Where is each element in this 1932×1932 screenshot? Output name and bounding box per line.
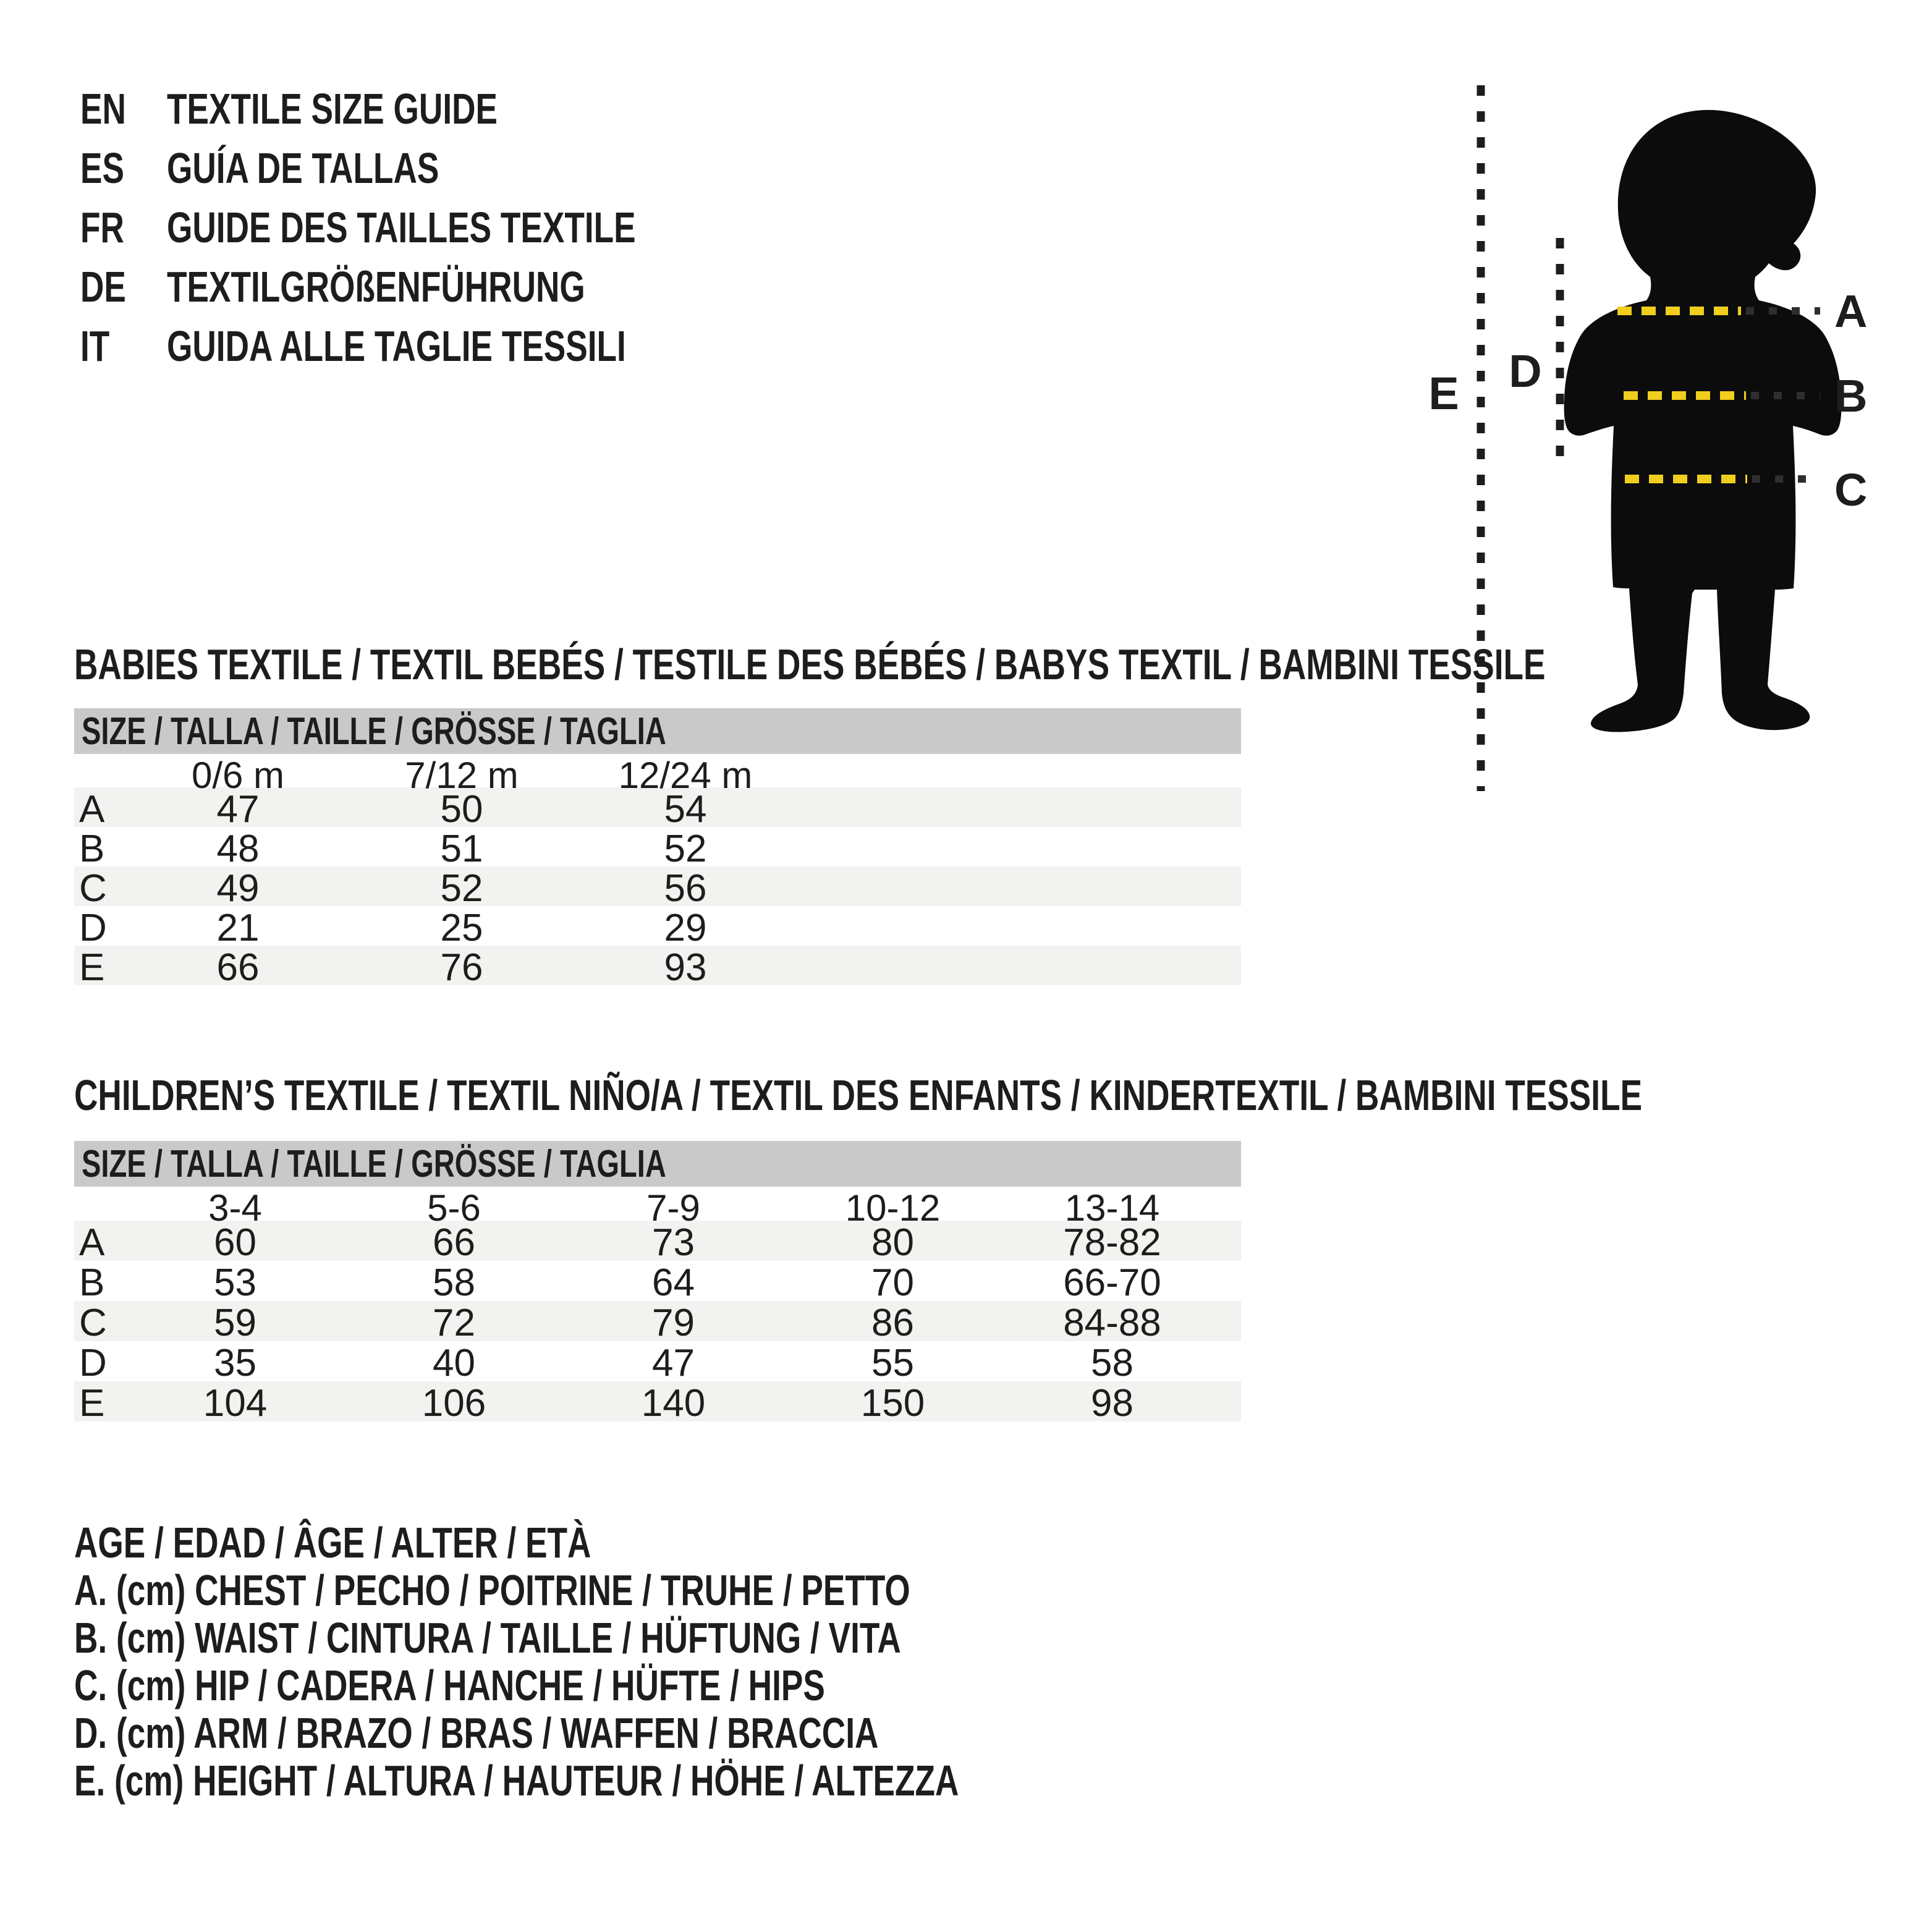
- babies-size-table: [74, 708, 1241, 989]
- children-size-table: [74, 1141, 1241, 1425]
- row-label: C: [79, 1302, 107, 1344]
- legend-line-waist: B. (cm) WAIST / CINTURA / TAILLE / HÜFTUNG / VITA: [74, 1614, 901, 1662]
- child-silhouette: [1564, 110, 1842, 732]
- table-row: D 35 40 47 55 58: [74, 1341, 1241, 1381]
- table-row: E 66 76 93: [74, 946, 1241, 985]
- lang-row-it: [80, 316, 626, 376]
- legend-line-age: AGE / EDAD / ÂGE / ALTER / ETÀ: [74, 1519, 591, 1567]
- column-header: 0/6 m: [191, 755, 285, 796]
- figure-label-c: C: [1834, 464, 1868, 515]
- column-header: 12/24 m: [618, 755, 753, 796]
- lang-code: EN: [80, 85, 126, 133]
- children-section-title: CHILDREN’S TEXTILE / TEXTIL NIÑO/A / TEXTIL DES ENFANTS / KINDERTEXTIL / BAMBINI TESSILE: [74, 1071, 1643, 1119]
- table-row: E 104 106 140 150 98: [74, 1381, 1241, 1421]
- row-label: A: [79, 788, 105, 831]
- measurement-legend: [74, 1519, 1238, 1805]
- row-label: D: [79, 907, 107, 949]
- table-row: A 60 66 73 80 78-82: [74, 1221, 1241, 1261]
- lang-code: ES: [80, 144, 124, 192]
- lang-code: DE: [80, 263, 126, 311]
- babies-column-headers: [74, 754, 1241, 796]
- table-row: C 49 52 56: [74, 866, 1241, 906]
- lang-row-fr: [80, 198, 636, 257]
- page-title-es: GUÍA DE TALLAS: [167, 144, 439, 192]
- row-label: C: [79, 867, 107, 910]
- legend-line-height: E. (cm) HEIGHT / ALTURA / HAUTEUR / HÖHE / ALTEZZA: [74, 1756, 959, 1805]
- lang-code: IT: [80, 322, 110, 370]
- measurement-figure: [1409, 80, 1932, 803]
- column-header: 7-9: [646, 1187, 700, 1229]
- table-row: B 53 58 64 70 66-70: [74, 1261, 1241, 1301]
- column-header: 10-12: [845, 1187, 941, 1229]
- legend-line-arm: D. (cm) ARM / BRAZO / BRAS / WAFFEN / BRACCIA: [74, 1709, 879, 1757]
- page-title-it: GUIDA ALLE TAGLIE TESSILI: [167, 322, 626, 370]
- lang-code: FR: [80, 203, 124, 252]
- table-row: B 48 51 52: [74, 827, 1241, 866]
- figure-label-d: D: [1509, 345, 1542, 397]
- page-title-fr: GUIDE DES TAILLES TEXTILE: [167, 203, 636, 252]
- column-header: 13-14: [1064, 1187, 1160, 1229]
- measurement-diagram: [1409, 80, 1932, 803]
- table-row: A 47 50 54: [74, 787, 1241, 827]
- row-label: E: [79, 1382, 105, 1425]
- legend-line-chest: A. (cm) CHEST / PECHO / POITRINE / TRUHE / PETTO: [74, 1566, 910, 1614]
- page-title: TEXTILE SIZE GUIDE: [167, 85, 498, 133]
- lang-row-de: [80, 257, 585, 316]
- children-column-headers: [74, 1187, 1241, 1229]
- lang-row-es: [80, 138, 439, 198]
- column-header: 5-6: [427, 1187, 481, 1229]
- lang-row-en: [80, 79, 498, 138]
- language-title-list: [80, 79, 636, 376]
- row-label: B: [79, 828, 105, 870]
- column-header: 3-4: [208, 1187, 262, 1229]
- legend-line-hip: C. (cm) HIP / CADERA / HANCHE / HÜFTE / HIPS: [74, 1661, 825, 1710]
- page-title-de: TEXTILGRÖßENFÜHRUNG: [167, 263, 585, 311]
- table-row: D 21 25 29: [74, 906, 1241, 946]
- figure-label-e: E: [1428, 368, 1459, 419]
- row-label: D: [79, 1342, 107, 1384]
- column-header: 7/12 m: [405, 755, 519, 796]
- row-label: E: [79, 946, 105, 989]
- figure-label-b: B: [1834, 370, 1868, 422]
- babies-section-title: BABIES TEXTILE / TEXTIL BEBÉS / TESTILE DES BÉBÉS / BABYS TEXTIL / BAMBINI TESSILE: [74, 640, 1546, 688]
- table-row: C 59 72 79 86 84-88: [74, 1301, 1241, 1341]
- row-label: B: [79, 1261, 105, 1304]
- figure-label-a: A: [1834, 286, 1868, 337]
- row-label: A: [79, 1221, 105, 1264]
- children-table-header-bar: SIZE / TALLA / TAILLE / GRÖSSE / TAGLIA: [74, 1141, 1241, 1187]
- babies-table-header-bar: SIZE / TALLA / TAILLE / GRÖSSE / TAGLIA: [74, 708, 1241, 754]
